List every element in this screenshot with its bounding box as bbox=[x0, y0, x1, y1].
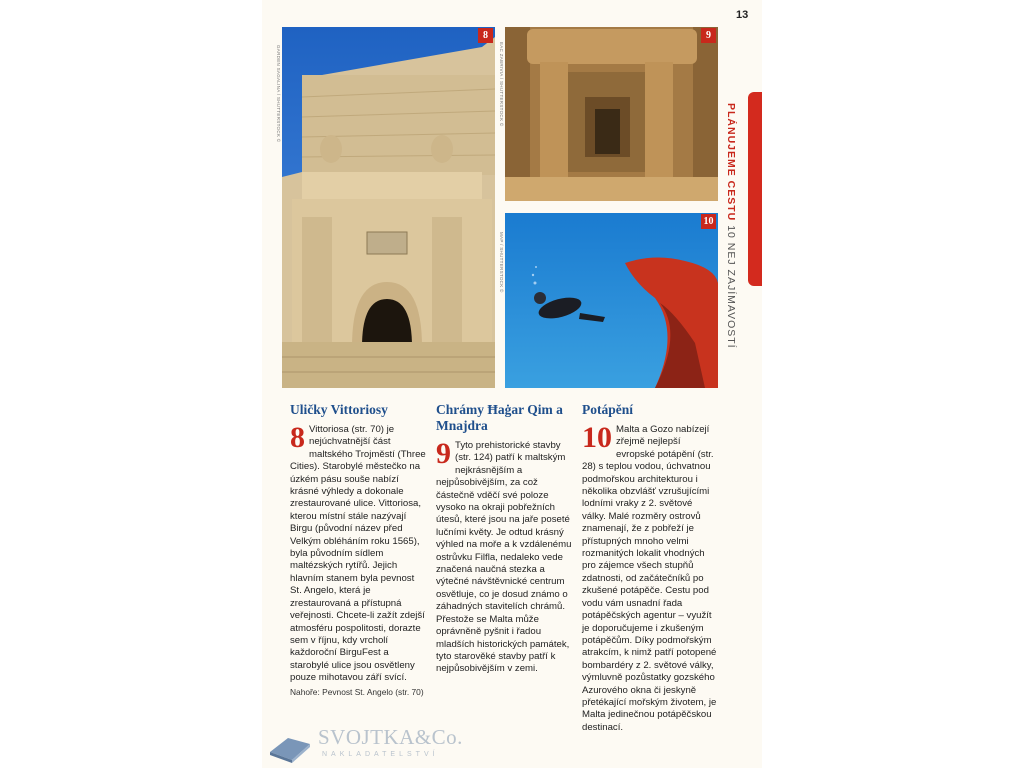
photo-temple bbox=[505, 27, 718, 201]
photo-credit: EAC ZABRIVIA / SHUTTERSTOCK © bbox=[499, 42, 504, 127]
article-number: 8 bbox=[290, 421, 305, 454]
section-tab bbox=[748, 92, 762, 286]
article-title: Uličky Vittoriosy bbox=[290, 402, 388, 417]
photo-caption: Nahoře: Pevnost St. Angelo (str. 70) bbox=[290, 686, 424, 697]
article-diving bbox=[582, 402, 718, 734]
article-text: Malta a Gozo nabízejí zřejmě nejlepší evropské potápění (str. 28) s teplou vodou, úchvatnou podmořskou architekturou i několika obzvlášť vzrušujícími lodními vraky z 2. světové války. Malé rozměry ostrovů znamenají, že z pobřeží je přístupných mnoho velmi rozmanitých lokalit vhodných pro zájemce všech stupňů zdatnosti, od začátečníků po zkušené potápěče. Cestu pod vodu vám usnadní řada potápěčských agentur – využít je doporučujeme i zkušeným potápěčům. Díky podmořským atrakcím, k nimž patří potopené bombardéry z 2. světové války, výmluvně pozůstatky gozského Azurového okna či jeskyně přetékající mořským životem, je Malta jedinečnou potápěčskou destinací. bbox=[582, 424, 717, 733]
section-label bbox=[725, 103, 747, 349]
section-subtitle: 10 NEJ ZAJÍMAVOSTÍ bbox=[725, 225, 737, 349]
page-number: 13 bbox=[736, 9, 749, 21]
article-title: Chrámy Ħaġar Qim a Mnajdra bbox=[436, 402, 563, 433]
article-number: 10 bbox=[582, 421, 612, 454]
article-vittoriosa bbox=[290, 402, 426, 698]
fort-gate-image bbox=[282, 27, 495, 388]
publisher-subtitle: NAKLADATELSTVÍ bbox=[322, 751, 439, 758]
section-title: PLÁNUJEME CESTU bbox=[725, 103, 737, 222]
photo-badge: 9 bbox=[701, 28, 716, 43]
article-text: Vittoriosa (str. 70) je nejúchvatnější část maltského Trojměstí (Three Cities). Starobylé městečko na úzkém pásu souše nabízí krásné výhledy a dokonale zrestaurované ulice. Vittoriosa, kterou místní stále nazývají Birgu (původní název před Velkým obléháním roku 1565), byla původním sídlem maltézských rytířů. Jejich hlavním stanem byla pevnost St. Angelo, která je zrestaurovaná a přístupná veřejnosti. Chcete-li zažít zdejší atmosféru pospolitosti, dorazte sem v říjnu, kdy vrcholí každoroční BirguFest a starobylé ulice jsou osvětleny pouze mihotavou září svící. bbox=[290, 424, 426, 684]
publisher-logo bbox=[266, 722, 463, 764]
article-temples bbox=[436, 402, 572, 676]
photo-credit: GARDEN SAGALINA / SHUTTERSTOCK © bbox=[276, 45, 281, 143]
article-text: Tyto prehistorické stavby (str. 124) patří k maltským nejkrásnějším a nejpůsobivějším, za což částečně vděčí své poloze vysoko na okraji pobřežních útesů, které jsou na jaře poseté lučními květy. Je odtud krásný výhled na moře a k vzdálenému ostrůvku Filfla, nedaleko vede značená naučná stezka a výtečné návštěvnické centrum osvětluje, co je dosud známo o záhadných stavitelích chrámů. Přestože se Malta může oprávněně pyšnit i řadou mladších historických památek, tyto starověké stavby patří k nejpůsobivějším v zemi. bbox=[436, 440, 572, 675]
photo-credit: MAP / SHUTTERSTOCK © bbox=[499, 232, 504, 293]
article-title: Potápění bbox=[582, 402, 634, 417]
temple-image bbox=[505, 27, 718, 201]
photo-diver bbox=[505, 213, 718, 388]
publisher-name: SVOJTKA&Co. bbox=[318, 725, 463, 749]
photo-fort-gate bbox=[282, 27, 495, 388]
photo-badge: 8 bbox=[478, 28, 493, 43]
article-number: 9 bbox=[436, 437, 451, 470]
book-icon bbox=[266, 724, 314, 764]
photo-badge: 10 bbox=[701, 214, 716, 229]
diver-image bbox=[505, 213, 718, 388]
